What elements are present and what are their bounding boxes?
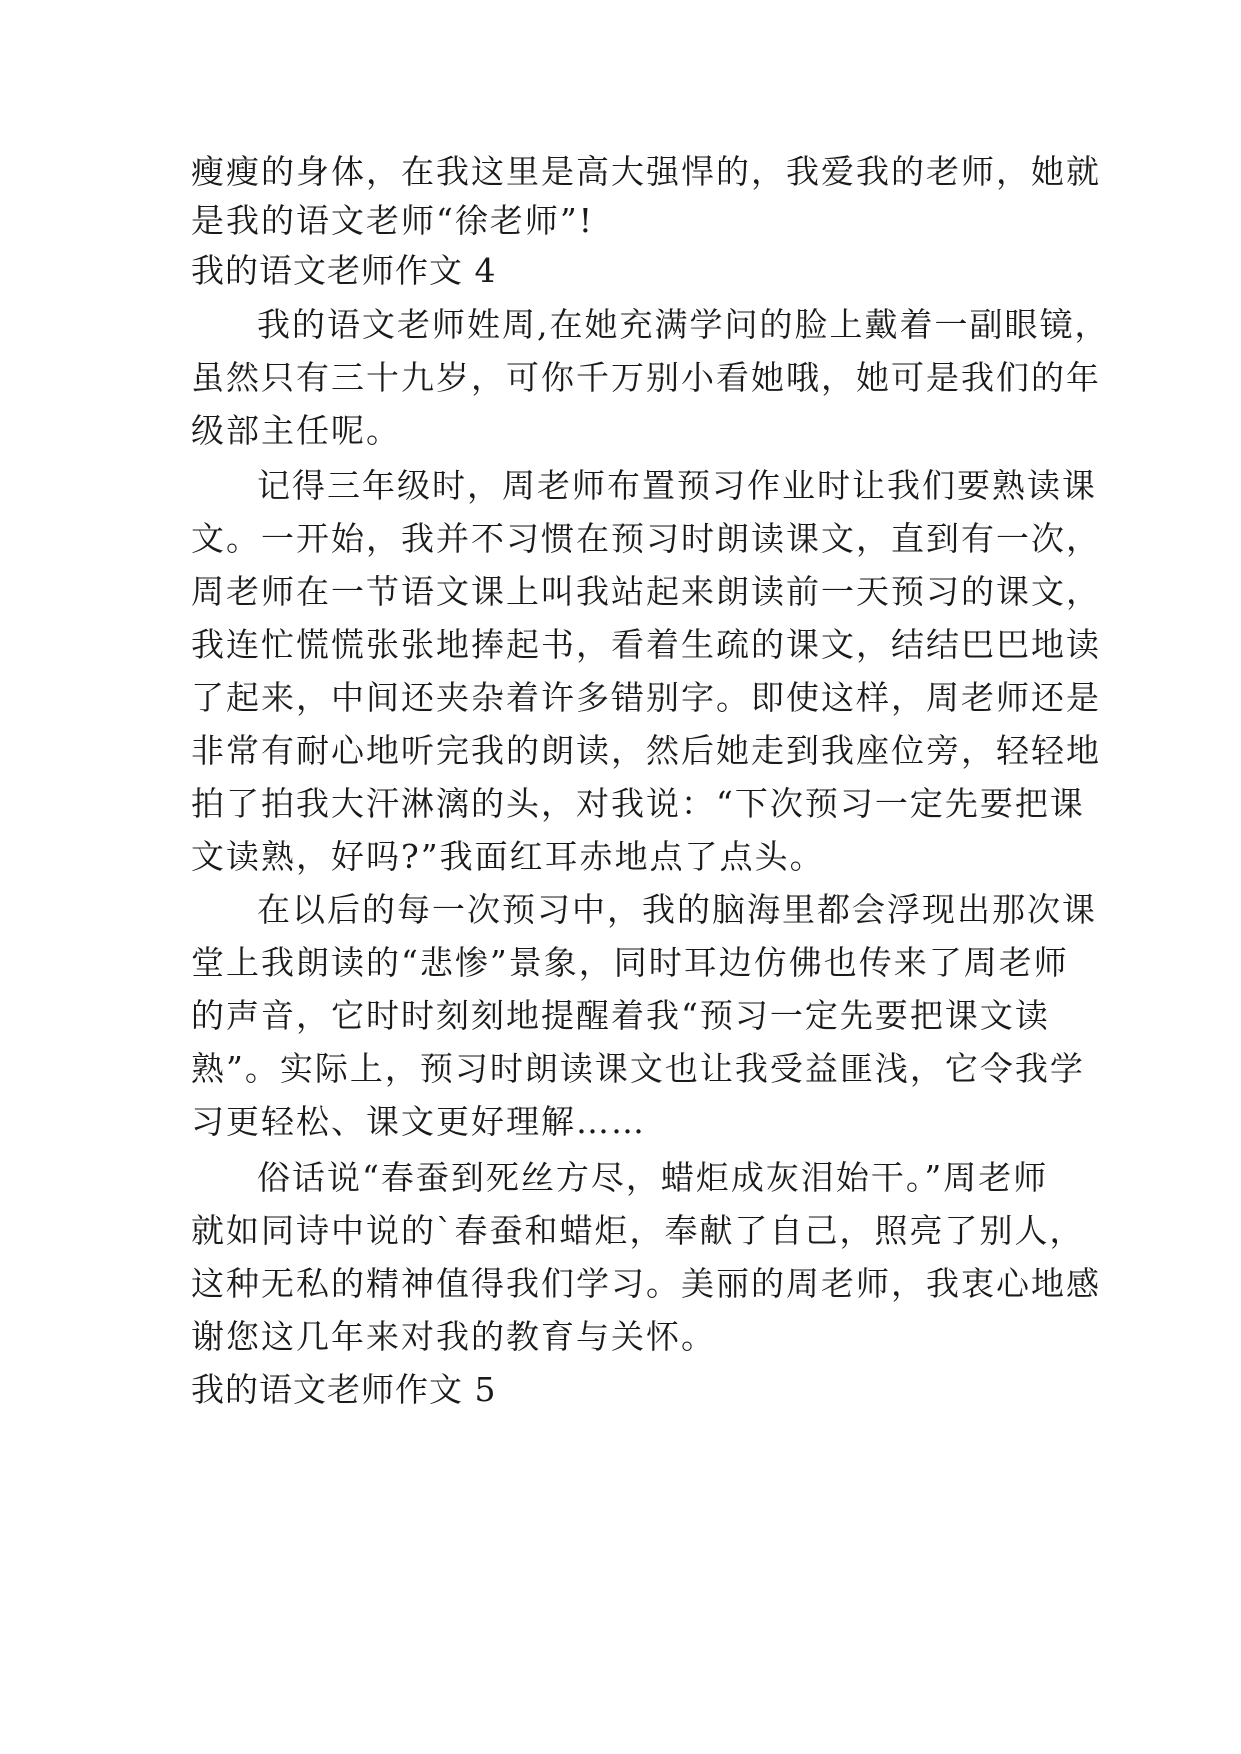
paragraph-line: 文读熟，好吗?”我面红耳赤地点了点头。 — [191, 837, 825, 876]
paragraph-line: 记得三年级时，周老师布置预习作业时让我们要熟读课 — [257, 466, 1097, 505]
paragraph-line: 级部主任呢。 — [191, 411, 401, 450]
paragraph-line: 熟”。实际上，预习时朗读课文也让我受益匪浅，它令我学 — [191, 1049, 1085, 1088]
paragraph-line: 堂上我朗读的“悲惨”景象，同时耳边仿佛也传来了周老师 — [191, 943, 1069, 982]
paragraph-line: 的声音，它时时刻刻地提醒着我“预习一定先要把课文读 — [191, 996, 1050, 1035]
paragraph-line: 俗话说“春蚕到死丝方尽，蜡炬成灰泪始干。”周老师 — [257, 1158, 1049, 1197]
paragraph-line: 习更轻松、课文更好理解…… — [191, 1102, 646, 1141]
paragraph-line: 谢您这几年来对我的教育与关怀。 — [191, 1317, 716, 1356]
section-heading: 我的语文老师作文 4 — [191, 251, 497, 290]
paragraph-line: 文。一开始，我并不习惯在预习时朗读课文，直到有一次， — [191, 519, 1101, 558]
paragraph-line: 拍了拍我大汗淋漓的头，对我说：“下次预习一定先要把课 — [191, 784, 1085, 823]
paragraph-line: 周老师在一节语文课上叫我站起来朗读前一天预习的课文， — [191, 572, 1101, 611]
paragraph-line: 这种无私的精神值得我们学习。美丽的周老师，我衷心地感 — [191, 1264, 1101, 1303]
paragraph-line: 虽然只有三十九岁，可你千万别小看她哦，她可是我们的年 — [191, 358, 1101, 397]
section-heading: 我的语文老师作文 5 — [191, 1370, 497, 1409]
paragraph-line: 了起来，中间还夹杂着许多错别字。即使这样，周老师还是 — [191, 678, 1101, 717]
paragraph-line: 我连忙慌慌张张地捧起书，看着生疏的课文，结结巴巴地读 — [191, 625, 1101, 664]
paragraph-line: 我的语文老师姓周,在她充满学问的脸上戴着一副眼镜， — [257, 305, 1110, 344]
paragraph-line: 瘦瘦的身体，在我这里是高大强悍的，我爱我的老师，她就 — [191, 152, 1101, 191]
paragraph-line: 就如同诗中说的`春蚕和蜡炬，奉献了自己，照亮了别人， — [191, 1211, 1085, 1250]
paragraph-line: 在以后的每一次预习中，我的脑海里都会浮现出那次课 — [257, 890, 1097, 929]
paragraph-line: 是我的语文老师“徐老师”! — [191, 201, 595, 240]
paragraph-line: 非常有耐心地听完我的朗读，然后她走到我座位旁，轻轻地 — [191, 731, 1101, 770]
